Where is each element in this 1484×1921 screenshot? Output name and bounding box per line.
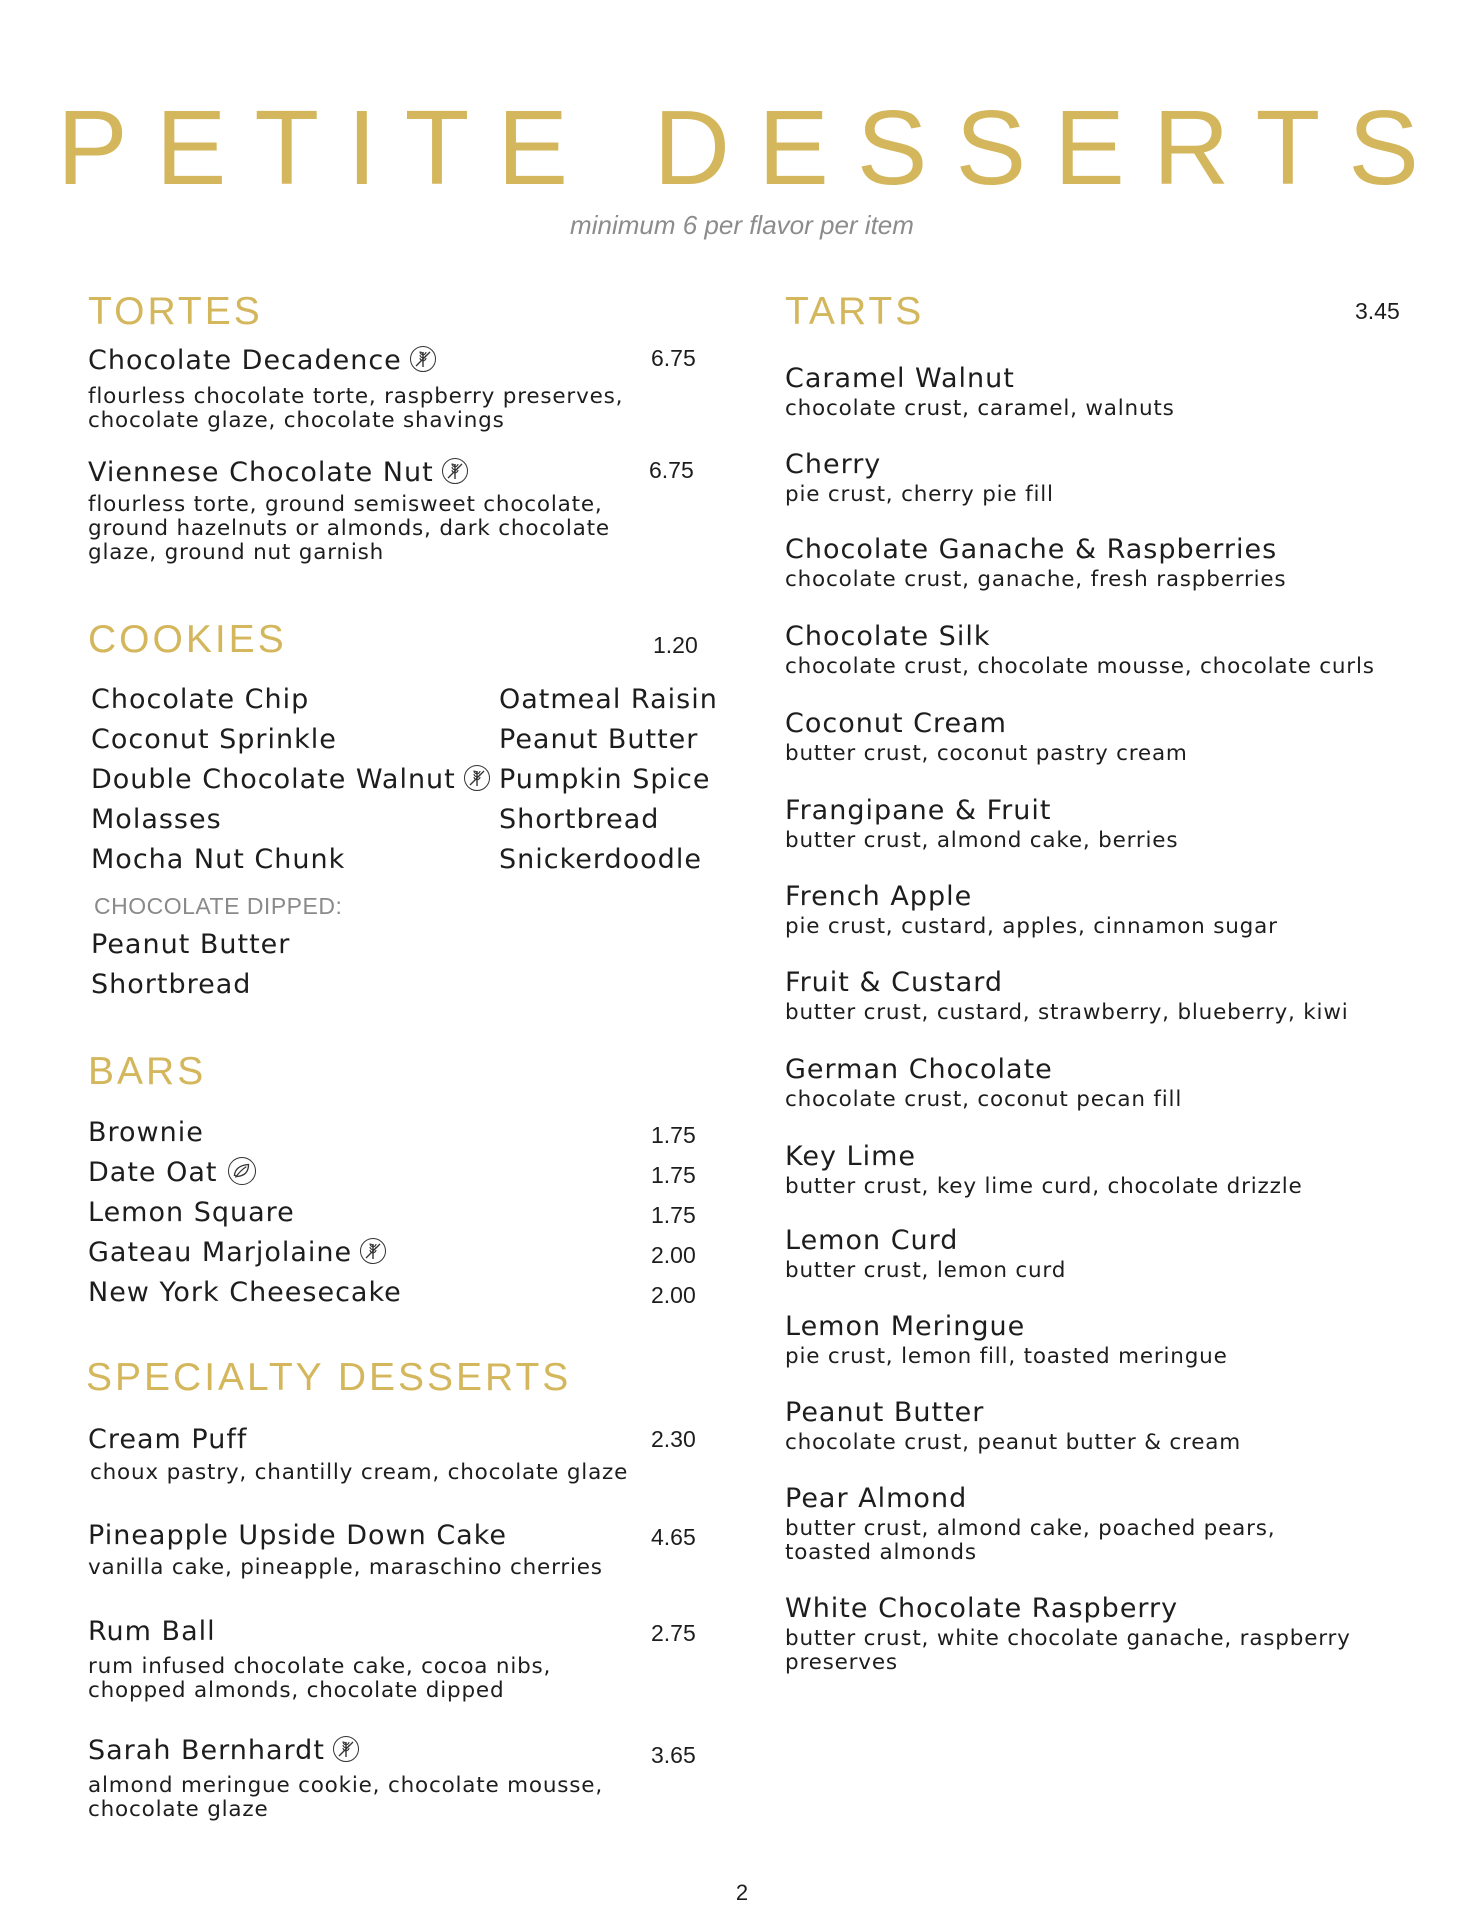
desc-line: butter crust, white chocolate ganache, raspberry <box>785 1626 1351 1651</box>
section-heading-bars: BARS <box>88 1050 207 1093</box>
tart-item-name: French Apple <box>785 881 973 912</box>
desc-line: butter crust, almond cake, poached pears, <box>785 1516 1276 1541</box>
menu-item-name <box>88 1735 359 1767</box>
tart-item-name: Lemon Meringue <box>785 1311 1026 1342</box>
item-name-text: Double Chocolate Walnut <box>91 764 456 795</box>
desc-line: chocolate crust, coconut pecan fill <box>785 1087 1183 1112</box>
menu-item-name: Cream Puff <box>88 1424 248 1455</box>
desc-line: butter crust, custard, strawberry, blueberry, kiwi <box>785 1000 1349 1025</box>
tart-item-description <box>785 568 1286 592</box>
tart-item-name: Chocolate Ganache & Raspberries <box>785 534 1278 565</box>
item-name-text: Viennese Chocolate Nut <box>88 457 434 488</box>
tart-item-description <box>785 1259 1066 1283</box>
vegan-leaf-icon <box>228 1157 256 1185</box>
menu-item-name: Rum Ball <box>88 1616 216 1647</box>
item-description <box>88 1556 603 1580</box>
desc-line: chocolate crust, ganache, fresh raspberries <box>785 567 1287 592</box>
tart-item-description <box>785 655 1375 679</box>
desc-line: flourless chocolate torte, raspberry preserves, <box>88 384 624 409</box>
item-description <box>88 493 610 565</box>
desc-line: vanilla cake, pineapple, maraschino cherries <box>88 1555 603 1580</box>
desc-line: pie crust, lemon fill, toasted meringue <box>785 1344 1228 1369</box>
list-item: Shortbread <box>91 969 252 1000</box>
list-item <box>88 1233 402 1273</box>
item-price: 6.75 <box>649 457 694 483</box>
item-name-text: Gateau Marjolaine <box>88 1237 353 1268</box>
desc-line: almond meringue cookie, chocolate mousse, <box>88 1773 603 1798</box>
menu-item-name: Pineapple Upside Down Cake <box>88 1520 508 1551</box>
menu-item-name <box>88 457 468 489</box>
tart-item-name: White Chocolate Raspberry <box>785 1593 1179 1624</box>
tart-item-description <box>785 1175 1303 1199</box>
tart-item-name: Pear Almond <box>785 1483 968 1514</box>
tart-item-description <box>785 1627 1351 1675</box>
list-item: Coconut Sprinkle <box>91 724 337 755</box>
desc-line: butter crust, lemon curd <box>785 1258 1067 1283</box>
desc-line: flourless torte, ground semisweet chocolate, <box>88 492 603 517</box>
desc-line: chocolate crust, chocolate mousse, chocolate curls <box>785 654 1375 679</box>
item-description <box>88 385 623 433</box>
list-item: Lemon Square <box>88 1197 295 1228</box>
gluten-free-icon <box>410 346 436 372</box>
tart-item-description <box>785 397 1175 421</box>
item-price: 6.75 <box>651 345 696 371</box>
tart-item-description <box>785 1001 1348 1025</box>
list-item: Brownie <box>88 1117 204 1148</box>
section-heading-tortes: TORTES <box>88 290 263 333</box>
tart-item-name: Frangipane & Fruit <box>785 795 1052 826</box>
tart-item-description <box>785 915 1278 939</box>
list-item: Snickerdoodle <box>499 844 702 875</box>
desc-line: butter crust, key lime curd, chocolate drizzle <box>785 1174 1303 1199</box>
item-price: 2.00 <box>651 1282 696 1308</box>
desc-line: glaze, ground nut garnish <box>88 540 385 565</box>
list-item <box>88 1153 402 1193</box>
bars-prices <box>651 1115 696 1315</box>
item-price: 3.65 <box>651 1742 696 1768</box>
menu-item-name <box>88 345 436 377</box>
section-heading-cookies: COOKIES <box>88 618 287 661</box>
tart-item-name: Cherry <box>785 449 882 480</box>
item-name-text: Date Oat <box>88 1157 218 1188</box>
section-price-cookies: 1.20 <box>653 632 698 658</box>
tart-item-name: German Chocolate <box>785 1054 1053 1085</box>
tart-item-description <box>785 1517 1275 1565</box>
section-price-tarts: 3.45 <box>1355 298 1400 324</box>
desc-line: pie crust, cherry pie fill <box>785 482 1054 507</box>
item-name-text: Chocolate Decadence <box>88 345 402 376</box>
list-item <box>91 760 490 800</box>
item-description <box>88 1655 551 1703</box>
list-item: Pumpkin Spice <box>499 764 711 795</box>
bars-list <box>88 1113 402 1313</box>
desc-line: chopped almonds, chocolate dipped <box>88 1678 505 1703</box>
tart-item-name: Lemon Curd <box>785 1225 959 1256</box>
tart-item-name: Chocolate Silk <box>785 621 991 652</box>
desc-line: butter crust, coconut pastry cream <box>785 741 1188 766</box>
cookie-dipped-list <box>91 925 290 1005</box>
item-description <box>88 1774 603 1822</box>
item-price: 2.00 <box>651 1242 696 1268</box>
section-heading-specialty: SPECIALTY DESSERTS <box>86 1356 572 1399</box>
page-subtitle: minimum 6 per flavor per item <box>570 210 914 240</box>
desc-line: ground hazelnuts or almonds, dark chocolate <box>88 516 610 541</box>
list-item: Peanut Butter <box>499 724 699 755</box>
tart-item-name: Peanut Butter <box>785 1397 985 1428</box>
cookie-list-right <box>499 680 718 880</box>
desc-line: butter crust, almond cake, berries <box>785 828 1179 853</box>
chocolate-dipped-heading: CHOCOLATE DIPPED: <box>94 893 343 919</box>
list-item: Molasses <box>91 804 222 835</box>
tart-item-description <box>785 742 1188 766</box>
desc-line: preserves <box>785 1650 898 1675</box>
tart-item-name: Key Lime <box>785 1141 916 1172</box>
page-number: 2 <box>735 1880 749 1905</box>
desc-line: rum infused chocolate cake, cocoa nibs, <box>88 1654 552 1679</box>
item-price: 1.75 <box>651 1162 696 1188</box>
desc-line: chocolate crust, caramel, walnuts <box>785 396 1175 421</box>
gluten-free-icon <box>333 1736 359 1762</box>
gluten-free-icon <box>442 458 468 484</box>
tart-item-description <box>785 829 1178 853</box>
tart-item-name: Fruit & Custard <box>785 967 1004 998</box>
list-item: Shortbread <box>499 804 660 835</box>
item-price: 4.65 <box>651 1524 696 1550</box>
tart-item-name: Caramel Walnut <box>785 363 1015 394</box>
list-item: Peanut Butter <box>91 929 291 960</box>
tart-item-description <box>785 1345 1228 1369</box>
list-item: Mocha Nut Chunk <box>91 844 346 875</box>
item-description <box>90 1461 628 1485</box>
tart-item-name: Coconut Cream <box>785 708 1007 739</box>
list-item: Oatmeal Raisin <box>499 684 718 715</box>
cookie-list-left <box>91 680 490 880</box>
desc-line: pie crust, custard, apples, cinnamon sugar <box>785 914 1278 939</box>
page-title: PETITE DESSERTS <box>57 89 1447 207</box>
desc-line: chocolate glaze <box>88 1797 269 1822</box>
section-heading-tarts: TARTS <box>785 290 925 333</box>
list-item: New York Cheesecake <box>88 1277 402 1308</box>
gluten-free-icon <box>464 765 490 791</box>
desc-line: choux pastry, chantilly cream, chocolate glaze <box>90 1460 629 1485</box>
item-price: 1.75 <box>651 1202 696 1228</box>
gluten-free-icon <box>360 1238 386 1264</box>
tart-item-description <box>785 1088 1182 1112</box>
item-price: 2.75 <box>651 1620 696 1646</box>
item-price: 2.30 <box>651 1426 696 1452</box>
item-name-text: Sarah Bernhardt <box>88 1735 325 1766</box>
tart-item-description <box>785 1431 1241 1455</box>
list-item: Chocolate Chip <box>91 684 310 715</box>
tart-item-description <box>785 483 1054 507</box>
desc-line: toasted almonds <box>785 1540 977 1565</box>
desc-line: chocolate glaze, chocolate shavings <box>88 408 505 433</box>
item-price: 1.75 <box>651 1122 696 1148</box>
desc-line: chocolate crust, peanut butter & cream <box>785 1430 1241 1455</box>
